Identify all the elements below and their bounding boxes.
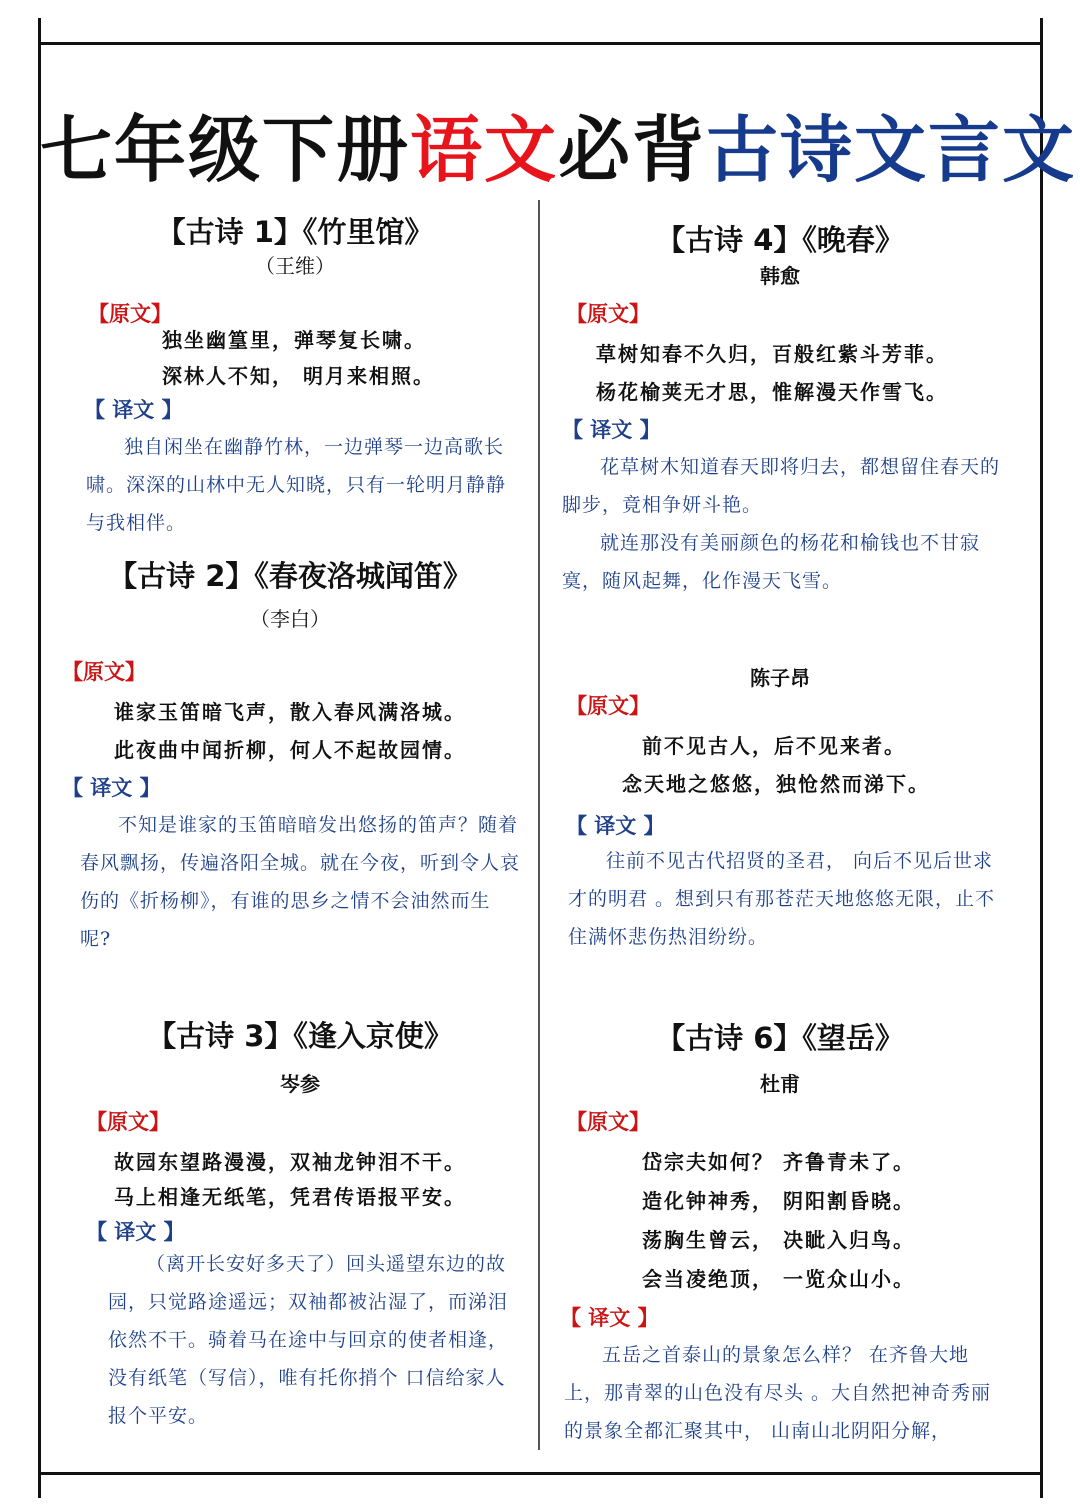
poem-3-heading: 【古诗 3】《逢入京使》 xyxy=(147,1019,453,1053)
frame-bottom-border xyxy=(38,1472,1043,1475)
poem-1-line-1: 独坐幽篁里，弹琴复长啸。 xyxy=(162,328,426,352)
poem-3-line-1: 故园东望路漫漫，双袖龙钟泪不干。 xyxy=(114,1150,466,1174)
poem-5-original-label: 【原文】 xyxy=(566,694,650,718)
title-part-2: 语文 xyxy=(410,108,559,192)
poem-6-translation-para-1: 五岳之首泰山的景象怎么样？ 在齐鲁大地上，那青翠的山色没有尽头 。大自然把神奇秀丽的景象全都汇聚其中， 山南山北阴阳分解， xyxy=(564,1344,992,1442)
poem-4-author: 韩愈 xyxy=(760,264,800,288)
poem-4-translation-label: 【 译文 】 xyxy=(562,418,661,442)
poem-6-line-4: 会当凌绝顶， 一览众山小。 xyxy=(642,1267,915,1291)
poem-6-translation xyxy=(564,1336,1004,1450)
poem-1-translation-label: 【 译文 】 xyxy=(84,398,183,422)
poem-4-line-1: 草树知春不久归，百般红紫斗芳菲。 xyxy=(596,342,948,366)
poem-6-author: 杜甫 xyxy=(760,1072,800,1096)
poem-5-translation-para-1: 往前不见古代招贤的圣君， 向后不见后世求才的明君 。想到只有那苍茫天地悠悠无限，止不住满怀悲伤热泪纷纷。 xyxy=(568,850,996,948)
poem-3-translation-label: 【 译文 】 xyxy=(86,1220,185,1244)
poem-4-translation-para-2: 就连那没有美丽颜色的杨花和榆钱也不甘寂寞，随风起舞，化作漫天飞雪。 xyxy=(562,532,981,592)
poem-1-translation xyxy=(86,428,514,542)
poem-2-line-2: 此夜曲中闻折柳，何人不起故园情。 xyxy=(114,738,466,762)
poem-1-translation-para-1: 独自闲坐在幽静竹林，一边弹琴一边高歌长啸。深深的山林中无人知晓，只有一轮明月静静与我相伴。 xyxy=(86,436,507,534)
poem-6-line-3: 荡胸生曾云， 决眦入归鸟。 xyxy=(642,1228,915,1252)
poem-2-translation xyxy=(80,806,520,958)
poem-6-translation-label: 【 译文 】 xyxy=(560,1306,659,1330)
poem-2-line-1: 谁家玉笛暗飞声，散入春风满洛城。 xyxy=(114,700,466,724)
poem-5-line-1: 前不见古人，后不见来者。 xyxy=(642,734,906,758)
poem-6-line-2: 造化钟神秀， 阴阳割昏晓。 xyxy=(642,1189,915,1213)
poem-5-translation xyxy=(568,842,998,956)
poem-5-line-2: 念天地之悠悠，独怆然而涕下。 xyxy=(622,772,930,796)
poem-1-line-2: 深林人不知， 明月来相照。 xyxy=(162,364,435,388)
poem-4-heading: 【古诗 4】《晚春》 xyxy=(656,223,904,257)
poem-5-translation-label: 【 译文 】 xyxy=(566,814,665,838)
poem-2-translation-label: 【 译文 】 xyxy=(62,776,161,800)
poem-3-translation-para-1: （离开长安好多天了）回头遥望东边的故园，只觉路途遥远；双袖都被沾湿了，而涕泪依然不干。骑着马在途中与回京的使者相逢，没有纸笔（写信），唯有托你捎个 口信给家人报个平安。 xyxy=(108,1253,509,1427)
frame-right-border xyxy=(1040,18,1043,1498)
poem-3-line-2: 马上相逢无纸笔，凭君传语报平安。 xyxy=(114,1185,466,1209)
title-part-1: 七年级下册 xyxy=(40,108,411,192)
column-divider xyxy=(538,200,540,1450)
poem-3-original-label: 【原文】 xyxy=(86,1110,170,1134)
poem-6-line-1: 岱宗夫如何？ 齐鲁青未了。 xyxy=(642,1150,915,1174)
poem-5-author: 陈子昂 xyxy=(750,666,810,690)
frame-left-border xyxy=(38,18,41,1498)
poem-2-heading: 【古诗 2】《春夜洛城闻笛》 xyxy=(108,559,472,593)
poem-1-original-label: 【原文】 xyxy=(88,302,172,326)
poem-2-author: （李白） xyxy=(250,607,330,631)
poem-4-translation xyxy=(562,448,1002,600)
frame-top-border xyxy=(38,42,1043,45)
page-title xyxy=(40,92,1077,196)
poem-2-translation-para-1: 不知是谁家的玉笛暗暗发出悠扬的笛声？随着春风飘扬，传遍洛阳全城。就在今夜，听到令人哀伤的《折杨柳》，有谁的思乡之情不会油然而生呢? xyxy=(80,814,521,950)
title-part-4: 古诗文言文 xyxy=(706,108,1077,192)
poem-1-heading: 【古诗 1】《竹里馆》 xyxy=(156,215,434,249)
poem-4-line-2: 杨花榆荚无才思，惟解漫天作雪飞。 xyxy=(596,380,948,404)
poem-3-author: 岑参 xyxy=(280,1072,320,1096)
poem-6-heading: 【古诗 6】《望岳》 xyxy=(656,1021,904,1055)
poem-4-translation-para-1: 花草树木知道春天即将归去，都想留住春天的脚步，竟相争妍斗艳。 xyxy=(562,456,1001,516)
poem-1-author: （王维） xyxy=(255,254,335,278)
title-part-3: 必背 xyxy=(558,108,707,192)
poem-2-original-label: 【原文】 xyxy=(62,660,146,684)
poem-3-translation xyxy=(108,1245,522,1435)
poem-4-original-label: 【原文】 xyxy=(566,302,650,326)
poem-6-original-label: 【原文】 xyxy=(566,1110,650,1134)
